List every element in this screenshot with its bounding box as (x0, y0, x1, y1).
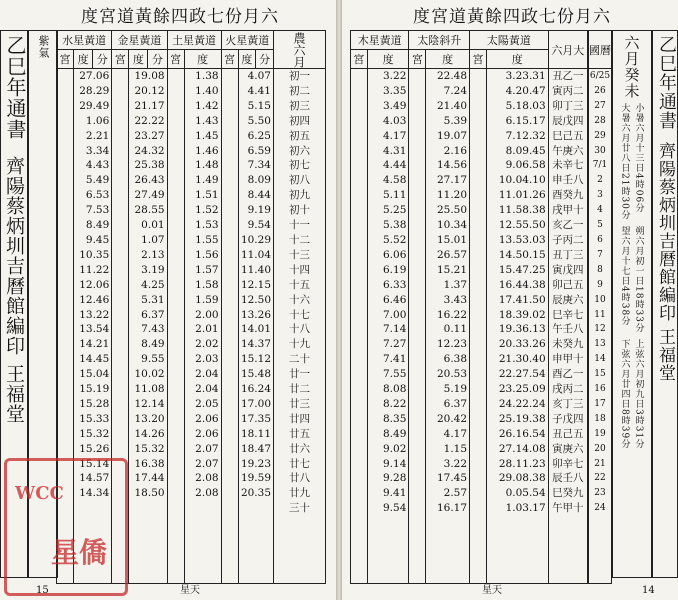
left-side-bottom: 王福堂 (3, 364, 25, 424)
sixth-month-header: 六月大 (548, 31, 587, 69)
du-fen-label: 度 (367, 50, 409, 69)
note-dashu: 大暑六月廿八日21時30分 (619, 103, 630, 220)
ganzhi-values: 丑乙一 寅丙二 卯丁三 辰戊四 巳己五 午庚六 未辛七 申壬八 酉癸九 戌甲十 亥乙一 子丙二 丑丁三 寅戊四 卯己五 辰庚六 巳辛七 午壬八 未癸九 申甲十 酉乙一 戌丙二 亥丁三 子戊四 丑己五 寅庚六 卯辛七 辰壬八 巳癸九 午甲十 (548, 69, 587, 584)
gregorian-column (588, 30, 612, 584)
du-label: 度 (129, 50, 148, 69)
left-page-header: 度宮道黃餘四政七份月六 (81, 7, 279, 27)
note-shuo: 朔六月初一日18時33分 (633, 225, 644, 333)
du-fen-label: 度 (426, 50, 470, 69)
gong-label: 宮 (167, 50, 184, 69)
seal-name: 星僑 (51, 536, 108, 569)
left-side-author: 齊陽蔡炳圳吉曆館編印 (3, 156, 25, 356)
saturn-header: 土星黃道 (167, 31, 221, 50)
right-page-header: 度宮道黃餘四政七份月六 (413, 7, 611, 27)
gong-label: 宮 (57, 50, 74, 69)
seal-text: WCC (15, 483, 64, 504)
gong-label: 宮 (112, 50, 129, 69)
du-label: 度 (74, 50, 93, 69)
right-side-title-column (652, 30, 678, 578)
saturn-gong-col (167, 69, 184, 584)
fen-label: 分 (148, 50, 167, 69)
gong-label: 宮 (409, 50, 426, 69)
note-wang: 望六月十七日4時38分 (619, 225, 630, 327)
right-page-footer: 星天 (482, 585, 502, 596)
lunar-month-header: 農六月 (274, 31, 326, 69)
solar-terms-column (612, 30, 652, 578)
venus-values: 19.08 20.12 21.17 22.22 23.27 24.32 25.38 26.43 27.49 28.55 0.01 1.07 2.13 3.19 4.25 5.31 6.37 7.43 8.49 9.55 10.02 11.08 12.14 13.20 14.26 15.32 16.38 17.44 18.50 (129, 69, 167, 584)
gong-label: 宮 (470, 50, 487, 69)
watermark-seal (4, 458, 128, 596)
solar-terms-notes (613, 103, 651, 220)
jupiter-values: 3.22 3.35 3.49 4.03 4.17 4.31 4.44 4.58 5.11 5.25 5.38 5.52 6.06 6.19 6.33 6.46 7.00 7.14 7.27 7.41 7.55 8.08 8.22 8.35 8.49 9.02 9.14 9.28 9.41 9.54 (367, 69, 409, 584)
note-xiaxian: 下弦六月廿四日8時39分 (619, 338, 630, 449)
left-page-footer: 星天 (180, 585, 200, 596)
left-page-number: 15 (36, 585, 49, 596)
mars-values: 4.07 4.41 5.15 5.50 6.25 6.59 7.34 8.09 8.44 9.19 9.54 10.29 11.04 11.40 12.15 12.50 13.26 14.01 14.37 15.12 15.48 16.24 17.00 17.35 18.11 18.47 19.23 19.59 20.35 (238, 69, 273, 584)
mars-gong-col (221, 69, 238, 584)
sun-gong-col (470, 69, 487, 584)
moon-values: 22.48 7.24 21.40 5.39 19.07 2.16 14.56 27.17 11.20 25.50 10.34 15.01 26.57 15.21 1.37 3.43 16.22 0.11 12.23 6.38 20.53 5.19 6.37 20.42 4.17 1.15 3.22 17.45 2.57 16.17 (426, 69, 470, 584)
ziqi-head: 紫氣 (37, 35, 50, 59)
du-fen-label: 度 (184, 50, 221, 69)
fen-label: 分 (256, 50, 274, 69)
right-page (342, 0, 678, 600)
saturn-values: 1.38 1.40 1.42 1.43 1.45 1.46 1.48 1.49 1.51 1.52 1.53 1.55 1.56 1.57 1.58 1.59 2.00 2.01 2.02 2.03 2.04 2.04 2.05 2.06 2.06 2.07 2.07 2.08 2.08 (184, 69, 221, 584)
du-label: 度 (238, 50, 256, 69)
jupiter-header: 木星黃道 (351, 31, 409, 50)
mars-header: 火星黃道 (221, 31, 273, 50)
gregorian-header: 國曆 (589, 31, 612, 69)
du-fen-label: 度 (486, 50, 548, 69)
right-side-author: 齊陽蔡炳圳吉曆館編印 (655, 142, 675, 322)
jupiter-gong-col (351, 69, 368, 584)
sun-values: 3.23.31 4.20.47 5.18.03 6.15.17 7.12.32 8.09.45 9.06.58 10.04.10 11.01.26 11.58.38 12.55.50 13.53.03 14.50.15 15.47.25 16.44.38 17.41.50 18.39.02 19.36.13 20.33.26 21.30.40 22.27.54 23.25.09 24.22.24 25.19.38 26.16.54 27.14.08 28.11.23 29.08.38 0.05.54 1.03.17 (486, 69, 548, 584)
gong-label: 宮 (351, 50, 368, 69)
month-name: 六月癸未 (622, 35, 641, 99)
venus-header: 金星黃道 (112, 31, 167, 50)
right-page-number: 14 (642, 585, 655, 596)
moon-rise-header: 太陰斜升 (409, 31, 470, 50)
note-xiaoshu: 小暑六月十三日4時06分 (633, 103, 644, 214)
sun-header: 太陽黃道 (470, 31, 549, 50)
right-ephemeris-table (350, 30, 588, 584)
moon-phase-notes (613, 226, 651, 333)
gregorian-values: 6/25 26 27 28 29 30 7/1 2 3 4 5 6 7 8 9 10 11 12 13 14 15 16 17 18 19 20 21 22 23 24 (589, 69, 612, 584)
fen-label: 分 (93, 50, 112, 69)
left-page (0, 0, 336, 600)
moon-gong-col (409, 69, 426, 584)
right-side-bottom: 王福堂 (655, 328, 675, 382)
gong-label: 宮 (221, 50, 238, 69)
mercury-header: 水星黃道 (57, 31, 112, 50)
quarter-notes (613, 339, 651, 449)
left-side-title: 乙巳年通書 (3, 35, 27, 140)
right-side-title: 乙巳年通書 (656, 35, 677, 130)
note-shangxian: 上弦六月初九日3時31分 (633, 338, 644, 449)
lunar-day-values: 初一 初二 初三 初四 初五 初六 初七 初八 初九 初十 十一 十二 十三 十四 十五 十六 十七 十八 十九 二十 廿一 廿二 廿三 廿四 廿五 廿六 廿七 廿八 廿九 三十 (274, 69, 326, 584)
mercury-values: 27.06 28.29 29.49 1.06 2.21 3.34 4.43 5.49 6.53 7.53 8.49 9.45 10.35 11.22 12.06 12.46 13.22 13.54 14.21 14.45 15.04 15.19 15.28 15.33 15.32 15.26 15.14 14.57 14.34 (74, 69, 112, 584)
